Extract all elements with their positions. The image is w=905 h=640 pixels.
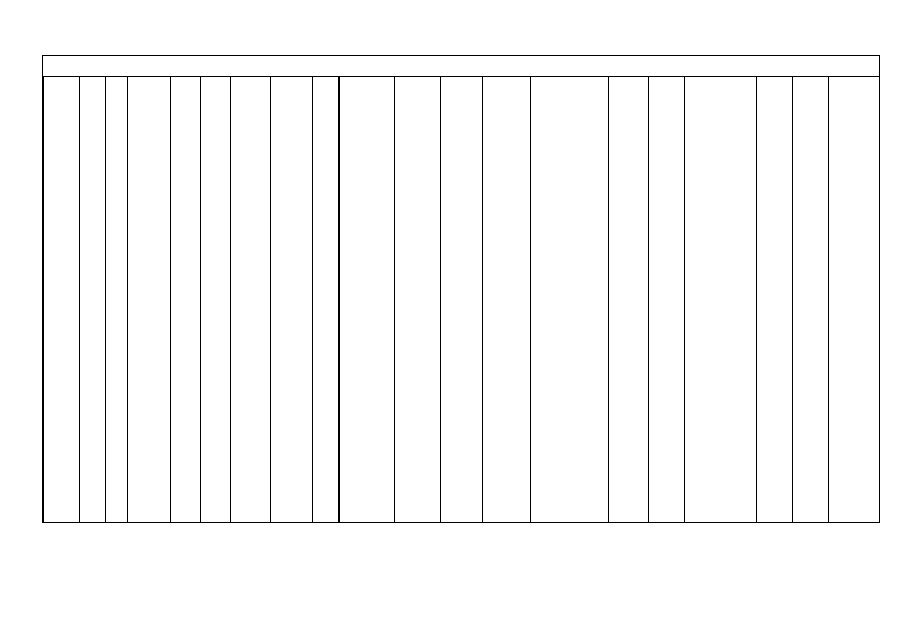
- table-body: [43, 77, 879, 522]
- cell-12: [365, 77, 395, 522]
- cell-17: [609, 77, 649, 522]
- cell-21: [793, 77, 829, 522]
- cell-7: [201, 77, 231, 522]
- cell-22: [829, 77, 879, 522]
- cell-13: [395, 77, 441, 522]
- cell-16: [531, 77, 609, 522]
- cell-11: [339, 77, 365, 522]
- cell-20: [757, 77, 793, 522]
- cell-14: [441, 77, 483, 522]
- cell-4: [127, 77, 149, 522]
- section-title: [43, 56, 879, 77]
- cell-10: [313, 77, 339, 522]
- table-row: [43, 77, 879, 522]
- cell-6: [171, 77, 201, 522]
- cell-3: [105, 77, 127, 522]
- data-table: [42, 55, 880, 523]
- cell-8: [231, 77, 271, 522]
- cell-18: [649, 77, 685, 522]
- cell-9: [271, 77, 313, 522]
- cell-1: [43, 77, 79, 522]
- cell-15: [483, 77, 531, 522]
- cell-5: [149, 77, 171, 522]
- cell-2: [79, 77, 105, 522]
- cell-19: [685, 77, 757, 522]
